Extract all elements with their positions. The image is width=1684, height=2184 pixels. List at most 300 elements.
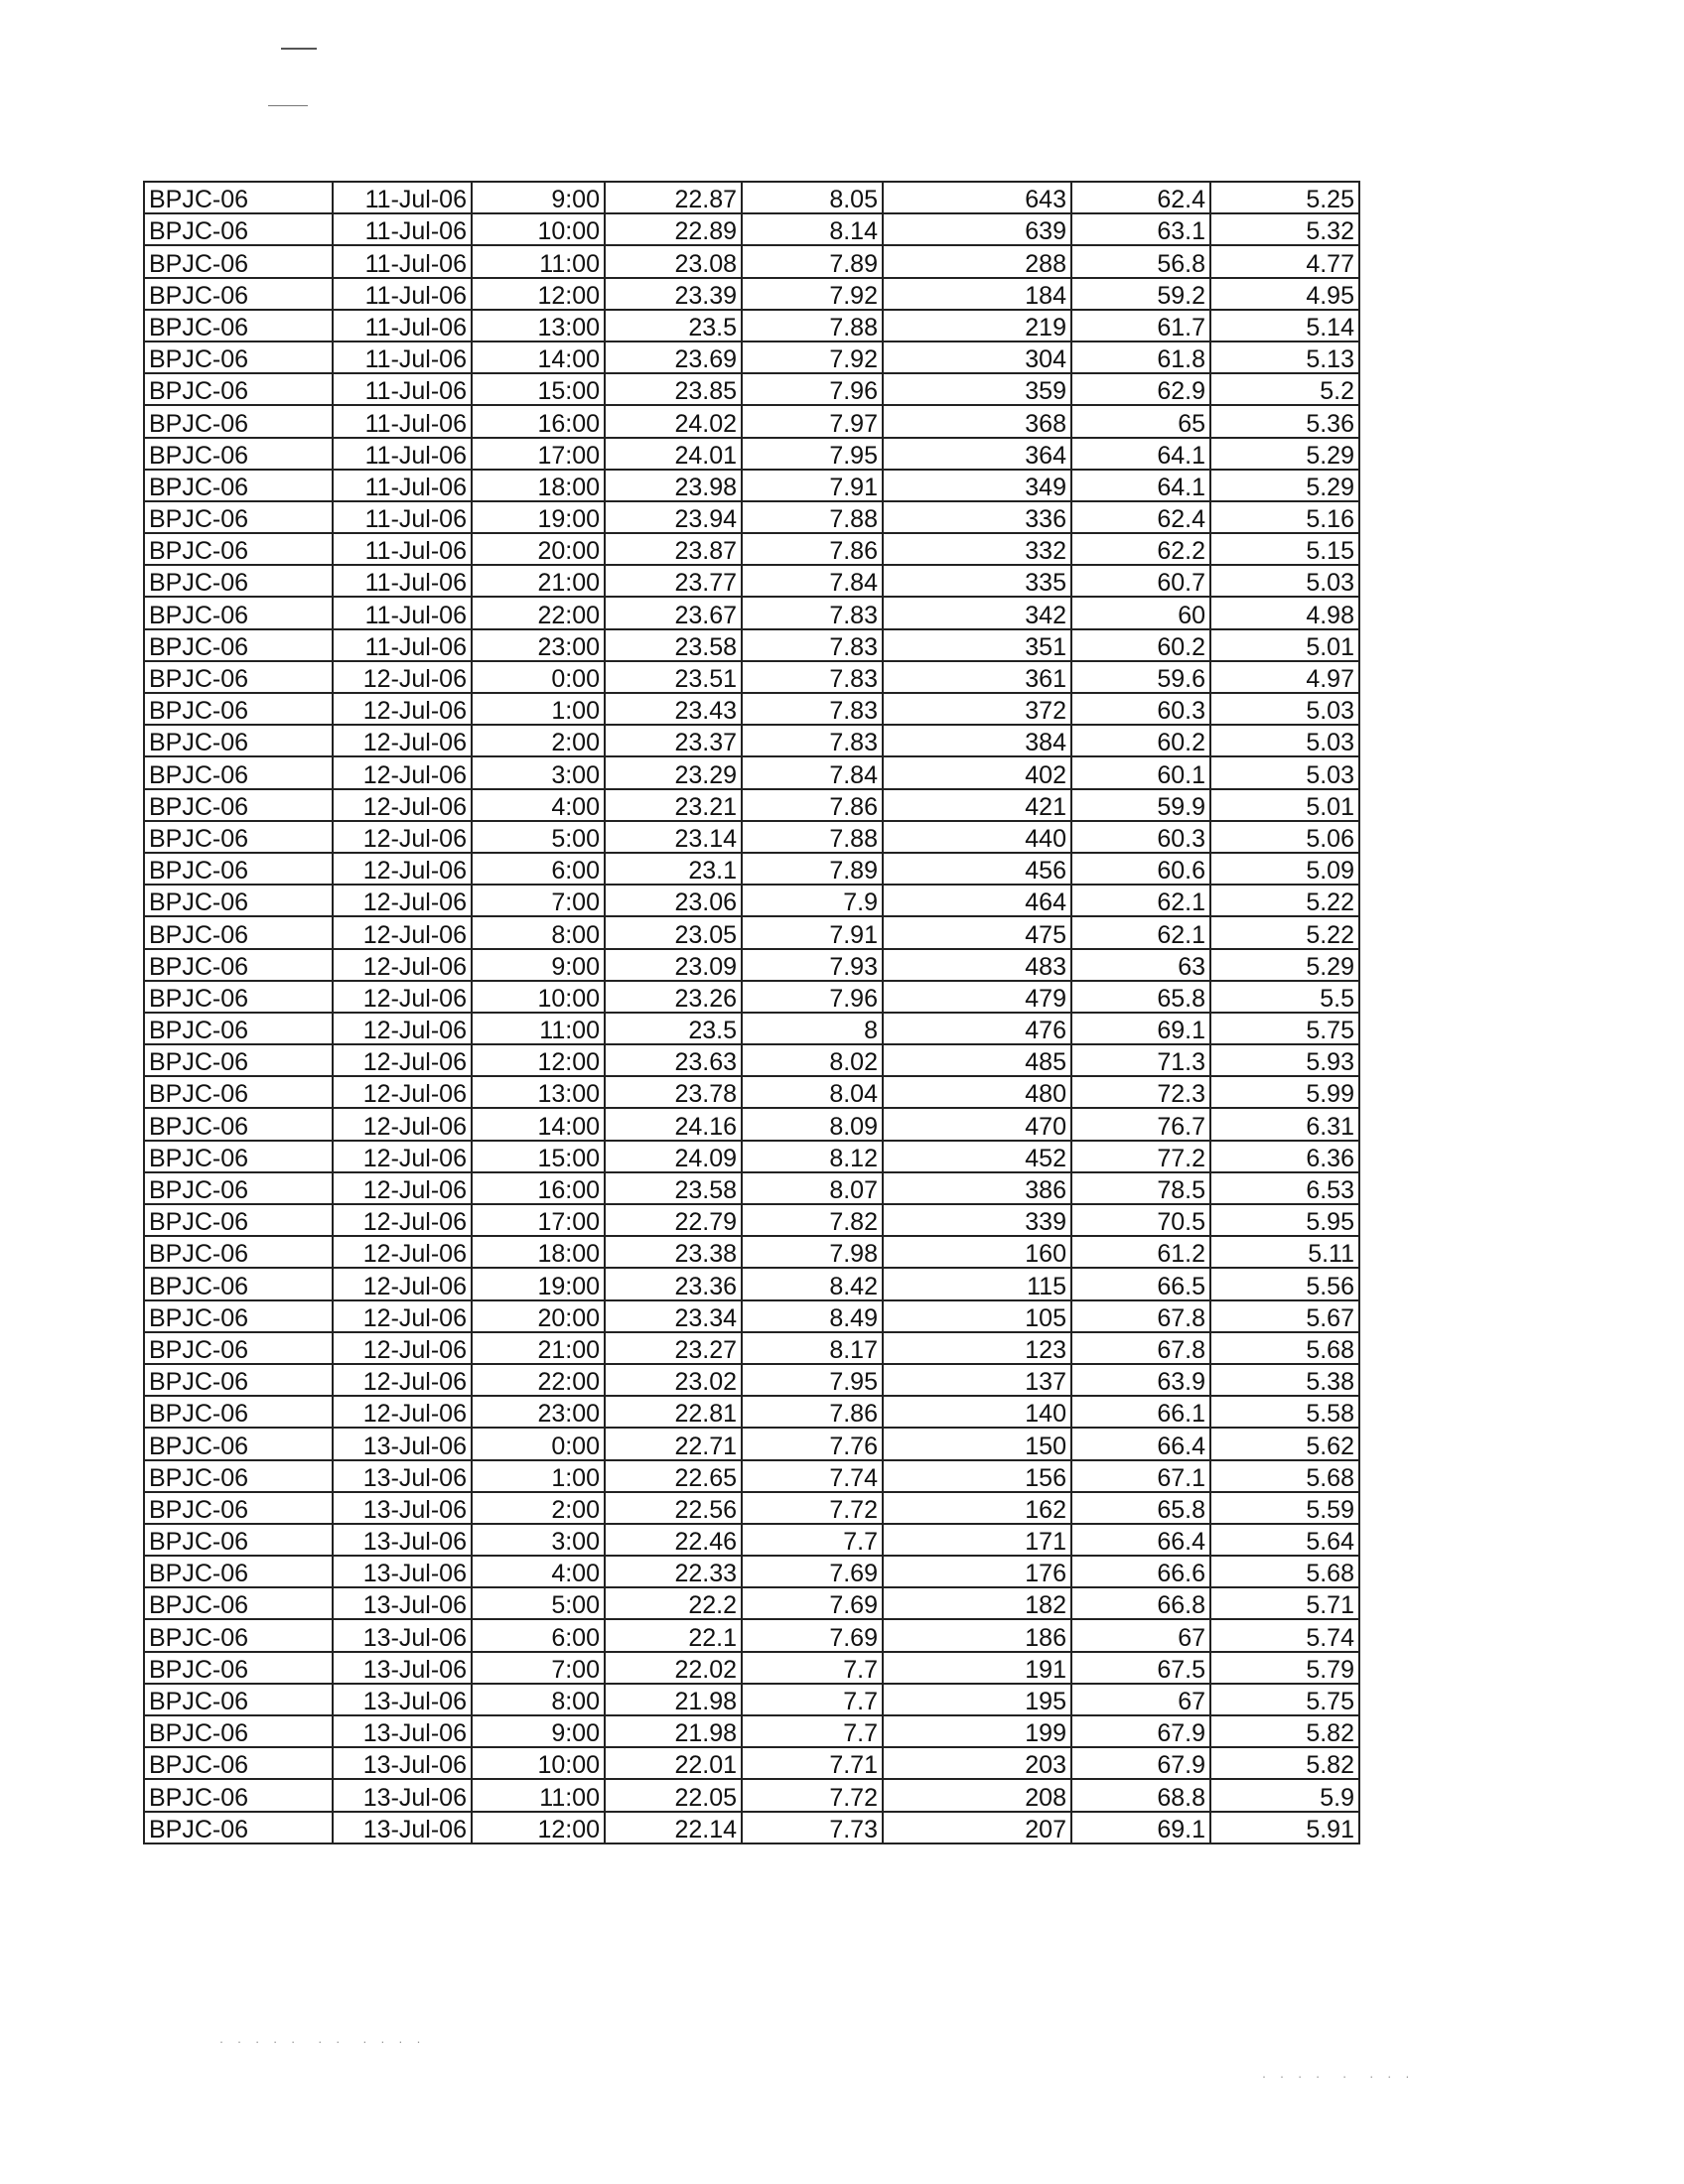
conductivity-cell: 332 (883, 533, 1071, 565)
time-cell: 8:00 (472, 916, 605, 948)
date-cell: 12-Jul-06 (333, 693, 472, 725)
table-row (144, 789, 1359, 821)
do-saturation-cell: 60.7 (1071, 565, 1210, 597)
do-saturation-cell: 63.9 (1071, 1364, 1210, 1396)
do-saturation-cell: 67.8 (1071, 1332, 1210, 1364)
time-cell: 3:00 (472, 756, 605, 788)
table-row (144, 1460, 1359, 1492)
time-cell: 9:00 (472, 182, 605, 213)
site-cell: BPJC-06 (144, 661, 333, 693)
time-cell: 13:00 (472, 310, 605, 341)
scan-noise-bottom-left: . . . . . . . . . . . (218, 2035, 425, 2046)
do-mg-cell: 5.62 (1210, 1428, 1359, 1459)
temperature-cell: 22.71 (605, 1428, 742, 1459)
do-mg-cell: 5.01 (1210, 789, 1359, 821)
do-saturation-cell: 56.8 (1071, 245, 1210, 277)
time-cell: 9:00 (472, 1715, 605, 1747)
site-cell: BPJC-06 (144, 1044, 333, 1076)
time-cell: 6:00 (472, 853, 605, 885)
temperature-cell: 22.05 (605, 1779, 742, 1811)
do-saturation-cell: 62.2 (1071, 533, 1210, 565)
temperature-cell: 23.1 (605, 853, 742, 885)
date-cell: 13-Jul-06 (333, 1779, 472, 1811)
conductivity-cell: 137 (883, 1364, 1071, 1396)
conductivity-cell: 115 (883, 1268, 1071, 1299)
temperature-cell: 23.78 (605, 1076, 742, 1108)
table-row (144, 278, 1359, 310)
do-mg-cell: 5.22 (1210, 916, 1359, 948)
do-saturation-cell: 70.5 (1071, 1204, 1210, 1236)
ph-cell: 7.86 (742, 1396, 883, 1428)
time-cell: 21:00 (472, 1332, 605, 1364)
time-cell: 16:00 (472, 405, 605, 437)
conductivity-cell: 386 (883, 1172, 1071, 1204)
time-cell: 11:00 (472, 1013, 605, 1044)
scan-noise-bottom-right: . . . . . . . . (1261, 2070, 1414, 2081)
site-cell: BPJC-06 (144, 597, 333, 628)
temperature-cell: 22.1 (605, 1619, 742, 1651)
temperature-cell: 21.98 (605, 1684, 742, 1715)
time-cell: 15:00 (472, 1141, 605, 1172)
temperature-cell: 23.38 (605, 1236, 742, 1268)
ph-cell: 7.86 (742, 789, 883, 821)
do-mg-cell: 5.29 (1210, 438, 1359, 470)
table-row (144, 1779, 1359, 1811)
temperature-cell: 24.02 (605, 405, 742, 437)
site-cell: BPJC-06 (144, 310, 333, 341)
conductivity-cell: 480 (883, 1076, 1071, 1108)
temperature-cell: 22.2 (605, 1587, 742, 1619)
do-saturation-cell: 66.1 (1071, 1396, 1210, 1428)
do-saturation-cell: 59.2 (1071, 278, 1210, 310)
do-saturation-cell: 67.9 (1071, 1715, 1210, 1747)
site-cell: BPJC-06 (144, 533, 333, 565)
do-mg-cell: 4.95 (1210, 278, 1359, 310)
do-mg-cell: 5.15 (1210, 533, 1359, 565)
temperature-cell: 23.36 (605, 1268, 742, 1299)
conductivity-cell: 372 (883, 693, 1071, 725)
table-row (144, 661, 1359, 693)
temperature-cell: 23.14 (605, 821, 742, 853)
date-cell: 13-Jul-06 (333, 1715, 472, 1747)
do-saturation-cell: 67 (1071, 1684, 1210, 1715)
conductivity-cell: 475 (883, 916, 1071, 948)
do-saturation-cell: 60.2 (1071, 629, 1210, 661)
do-mg-cell: 5.68 (1210, 1332, 1359, 1364)
time-cell: 14:00 (472, 341, 605, 373)
site-cell: BPJC-06 (144, 789, 333, 821)
do-mg-cell: 5.56 (1210, 1268, 1359, 1299)
table-row (144, 565, 1359, 597)
do-saturation-cell: 59.9 (1071, 789, 1210, 821)
table-row (144, 1715, 1359, 1747)
date-cell: 12-Jul-06 (333, 1076, 472, 1108)
ph-cell: 8.04 (742, 1076, 883, 1108)
ph-cell: 7.9 (742, 885, 883, 916)
time-cell: 17:00 (472, 438, 605, 470)
do-saturation-cell: 67.8 (1071, 1300, 1210, 1332)
do-saturation-cell: 72.3 (1071, 1076, 1210, 1108)
temperature-cell: 22.01 (605, 1747, 742, 1779)
site-cell: BPJC-06 (144, 1268, 333, 1299)
time-cell: 20:00 (472, 1300, 605, 1332)
site-cell: BPJC-06 (144, 1428, 333, 1459)
ph-cell: 7.7 (742, 1715, 883, 1747)
conductivity-cell: 191 (883, 1652, 1071, 1684)
do-mg-cell: 5.2 (1210, 373, 1359, 405)
conductivity-cell: 207 (883, 1812, 1071, 1843)
ph-cell: 7.98 (742, 1236, 883, 1268)
table-row (144, 756, 1359, 788)
date-cell: 11-Jul-06 (333, 182, 472, 213)
date-cell: 11-Jul-06 (333, 213, 472, 245)
table-row (144, 885, 1359, 916)
ph-cell: 7.7 (742, 1652, 883, 1684)
conductivity-cell: 351 (883, 629, 1071, 661)
do-saturation-cell: 65.8 (1071, 981, 1210, 1013)
temperature-cell: 23.77 (605, 565, 742, 597)
site-cell: BPJC-06 (144, 1556, 333, 1587)
table-row (144, 1492, 1359, 1524)
table-row (144, 1524, 1359, 1556)
time-cell: 13:00 (472, 1076, 605, 1108)
table-row (144, 213, 1359, 245)
table-row (144, 470, 1359, 501)
site-cell: BPJC-06 (144, 1236, 333, 1268)
do-saturation-cell: 62.9 (1071, 373, 1210, 405)
ph-cell: 7.97 (742, 405, 883, 437)
time-cell: 18:00 (472, 1236, 605, 1268)
conductivity-cell: 195 (883, 1684, 1071, 1715)
site-cell: BPJC-06 (144, 1013, 333, 1044)
site-cell: BPJC-06 (144, 182, 333, 213)
ph-cell: 7.72 (742, 1492, 883, 1524)
do-saturation-cell: 65 (1071, 405, 1210, 437)
conductivity-cell: 483 (883, 949, 1071, 981)
time-cell: 0:00 (472, 661, 605, 693)
time-cell: 19:00 (472, 501, 605, 533)
ph-cell: 8.42 (742, 1268, 883, 1299)
table-row (144, 821, 1359, 853)
temperature-cell: 23.37 (605, 725, 742, 756)
time-cell: 11:00 (472, 1779, 605, 1811)
site-cell: BPJC-06 (144, 1812, 333, 1843)
site-cell: BPJC-06 (144, 1076, 333, 1108)
ph-cell: 7.72 (742, 1779, 883, 1811)
site-cell: BPJC-06 (144, 916, 333, 948)
temperature-cell: 22.87 (605, 182, 742, 213)
time-cell: 12:00 (472, 278, 605, 310)
table-row (144, 501, 1359, 533)
time-cell: 5:00 (472, 821, 605, 853)
do-mg-cell: 5.74 (1210, 1619, 1359, 1651)
table-row (144, 853, 1359, 885)
site-cell: BPJC-06 (144, 1747, 333, 1779)
do-saturation-cell: 62.1 (1071, 885, 1210, 916)
do-saturation-cell: 71.3 (1071, 1044, 1210, 1076)
ph-cell: 7.88 (742, 310, 883, 341)
date-cell: 11-Jul-06 (333, 565, 472, 597)
time-cell: 23:00 (472, 629, 605, 661)
date-cell: 11-Jul-06 (333, 310, 472, 341)
date-cell: 13-Jul-06 (333, 1684, 472, 1715)
do-saturation-cell: 63.1 (1071, 213, 1210, 245)
time-cell: 12:00 (472, 1044, 605, 1076)
site-cell: BPJC-06 (144, 1141, 333, 1172)
date-cell: 13-Jul-06 (333, 1524, 472, 1556)
conductivity-cell: 186 (883, 1619, 1071, 1651)
do-mg-cell: 5.03 (1210, 565, 1359, 597)
date-cell: 11-Jul-06 (333, 278, 472, 310)
temperature-cell: 23.06 (605, 885, 742, 916)
date-cell: 13-Jul-06 (333, 1556, 472, 1587)
table-row (144, 1172, 1359, 1204)
temperature-cell: 23.43 (605, 693, 742, 725)
ph-cell: 7.95 (742, 438, 883, 470)
date-cell: 12-Jul-06 (333, 1332, 472, 1364)
date-cell: 11-Jul-06 (333, 470, 472, 501)
conductivity-cell: 304 (883, 341, 1071, 373)
do-mg-cell: 5.82 (1210, 1715, 1359, 1747)
conductivity-cell: 203 (883, 1747, 1071, 1779)
ph-cell: 8.49 (742, 1300, 883, 1332)
do-mg-cell: 5.16 (1210, 501, 1359, 533)
table-body (144, 182, 1359, 1843)
do-mg-cell: 5.82 (1210, 1747, 1359, 1779)
ph-cell: 8 (742, 1013, 883, 1044)
conductivity-cell: 219 (883, 310, 1071, 341)
site-cell: BPJC-06 (144, 853, 333, 885)
time-cell: 3:00 (472, 1524, 605, 1556)
time-cell: 17:00 (472, 1204, 605, 1236)
temperature-cell: 23.29 (605, 756, 742, 788)
do-mg-cell: 5.5 (1210, 981, 1359, 1013)
do-mg-cell: 5.59 (1210, 1492, 1359, 1524)
conductivity-cell: 479 (883, 981, 1071, 1013)
conductivity-cell: 456 (883, 853, 1071, 885)
temperature-cell: 23.34 (605, 1300, 742, 1332)
conductivity-cell: 150 (883, 1428, 1071, 1459)
temperature-cell: 23.63 (605, 1044, 742, 1076)
date-cell: 12-Jul-06 (333, 1300, 472, 1332)
date-cell: 13-Jul-06 (333, 1492, 472, 1524)
ph-cell: 7.76 (742, 1428, 883, 1459)
do-mg-cell: 5.79 (1210, 1652, 1359, 1684)
scan-artifact-top (281, 48, 317, 50)
date-cell: 12-Jul-06 (333, 916, 472, 948)
table-row (144, 373, 1359, 405)
table-row (144, 725, 1359, 756)
time-cell: 14:00 (472, 1108, 605, 1140)
temperature-cell: 23.5 (605, 310, 742, 341)
conductivity-cell: 342 (883, 597, 1071, 628)
conductivity-cell: 440 (883, 821, 1071, 853)
table-row (144, 1044, 1359, 1076)
ph-cell: 8.09 (742, 1108, 883, 1140)
site-cell: BPJC-06 (144, 1652, 333, 1684)
conductivity-cell: 160 (883, 1236, 1071, 1268)
date-cell: 11-Jul-06 (333, 501, 472, 533)
conductivity-cell: 288 (883, 245, 1071, 277)
conductivity-cell: 140 (883, 1396, 1071, 1428)
temperature-cell: 22.56 (605, 1492, 742, 1524)
do-mg-cell: 5.25 (1210, 182, 1359, 213)
time-cell: 22:00 (472, 597, 605, 628)
ph-cell: 7.92 (742, 341, 883, 373)
ph-cell: 7.95 (742, 1364, 883, 1396)
do-mg-cell: 5.14 (1210, 310, 1359, 341)
date-cell: 11-Jul-06 (333, 597, 472, 628)
table-row (144, 629, 1359, 661)
do-mg-cell: 5.29 (1210, 470, 1359, 501)
site-cell: BPJC-06 (144, 278, 333, 310)
do-mg-cell: 5.36 (1210, 405, 1359, 437)
table-row (144, 1428, 1359, 1459)
temperature-cell: 23.05 (605, 916, 742, 948)
conductivity-cell: 464 (883, 885, 1071, 916)
time-cell: 15:00 (472, 373, 605, 405)
conductivity-cell: 208 (883, 1779, 1071, 1811)
time-cell: 11:00 (472, 245, 605, 277)
conductivity-cell: 199 (883, 1715, 1071, 1747)
table-row (144, 981, 1359, 1013)
table-row (144, 1236, 1359, 1268)
do-mg-cell: 5.29 (1210, 949, 1359, 981)
do-saturation-cell: 67.5 (1071, 1652, 1210, 1684)
site-cell: BPJC-06 (144, 981, 333, 1013)
ph-cell: 7.71 (742, 1747, 883, 1779)
date-cell: 13-Jul-06 (333, 1460, 472, 1492)
temperature-cell: 22.79 (605, 1204, 742, 1236)
site-cell: BPJC-06 (144, 373, 333, 405)
conductivity-cell: 184 (883, 278, 1071, 310)
conductivity-cell: 476 (883, 1013, 1071, 1044)
do-saturation-cell: 60.2 (1071, 725, 1210, 756)
do-mg-cell: 5.06 (1210, 821, 1359, 853)
site-cell: BPJC-06 (144, 1684, 333, 1715)
table-row (144, 1396, 1359, 1428)
do-saturation-cell: 62.4 (1071, 501, 1210, 533)
do-saturation-cell: 78.5 (1071, 1172, 1210, 1204)
time-cell: 1:00 (472, 693, 605, 725)
temperature-cell: 21.98 (605, 1715, 742, 1747)
temperature-cell: 23.85 (605, 373, 742, 405)
site-cell: BPJC-06 (144, 1524, 333, 1556)
time-cell: 5:00 (472, 1587, 605, 1619)
time-cell: 2:00 (472, 725, 605, 756)
do-mg-cell: 5.68 (1210, 1460, 1359, 1492)
time-cell: 2:00 (472, 1492, 605, 1524)
conductivity-cell: 361 (883, 661, 1071, 693)
ph-cell: 7.83 (742, 597, 883, 628)
table-row (144, 1332, 1359, 1364)
table-row (144, 1684, 1359, 1715)
table-row (144, 916, 1359, 948)
date-cell: 11-Jul-06 (333, 405, 472, 437)
table-row (144, 1619, 1359, 1651)
conductivity-cell: 364 (883, 438, 1071, 470)
do-mg-cell: 5.58 (1210, 1396, 1359, 1428)
ph-cell: 7.69 (742, 1619, 883, 1651)
do-mg-cell: 5.67 (1210, 1300, 1359, 1332)
date-cell: 13-Jul-06 (333, 1587, 472, 1619)
date-cell: 11-Jul-06 (333, 373, 472, 405)
site-cell: BPJC-06 (144, 1587, 333, 1619)
date-cell: 12-Jul-06 (333, 725, 472, 756)
site-cell: BPJC-06 (144, 756, 333, 788)
ph-cell: 7.89 (742, 245, 883, 277)
do-mg-cell: 5.03 (1210, 693, 1359, 725)
temperature-cell: 24.09 (605, 1141, 742, 1172)
conductivity-cell: 470 (883, 1108, 1071, 1140)
time-cell: 22:00 (472, 1364, 605, 1396)
do-mg-cell: 5.99 (1210, 1076, 1359, 1108)
conductivity-cell: 452 (883, 1141, 1071, 1172)
time-cell: 10:00 (472, 1747, 605, 1779)
site-cell: BPJC-06 (144, 821, 333, 853)
do-saturation-cell: 66.4 (1071, 1524, 1210, 1556)
ph-cell: 7.84 (742, 756, 883, 788)
temperature-cell: 22.33 (605, 1556, 742, 1587)
conductivity-cell: 643 (883, 182, 1071, 213)
date-cell: 12-Jul-06 (333, 821, 472, 853)
ph-cell: 7.88 (742, 821, 883, 853)
temperature-cell: 22.02 (605, 1652, 742, 1684)
date-cell: 12-Jul-06 (333, 885, 472, 916)
do-mg-cell: 6.31 (1210, 1108, 1359, 1140)
site-cell: BPJC-06 (144, 1108, 333, 1140)
site-cell: BPJC-06 (144, 1460, 333, 1492)
temperature-cell: 23.09 (605, 949, 742, 981)
date-cell: 12-Jul-06 (333, 1108, 472, 1140)
table-row (144, 405, 1359, 437)
do-mg-cell: 5.22 (1210, 885, 1359, 916)
table-row (144, 341, 1359, 373)
do-mg-cell: 5.11 (1210, 1236, 1359, 1268)
ph-cell: 7.93 (742, 949, 883, 981)
table-row (144, 1747, 1359, 1779)
table-row (144, 949, 1359, 981)
time-cell: 6:00 (472, 1619, 605, 1651)
date-cell: 12-Jul-06 (333, 789, 472, 821)
table-row (144, 1204, 1359, 1236)
ph-cell: 8.07 (742, 1172, 883, 1204)
do-saturation-cell: 76.7 (1071, 1108, 1210, 1140)
conductivity-cell: 349 (883, 470, 1071, 501)
date-cell: 13-Jul-06 (333, 1747, 472, 1779)
temperature-cell: 23.02 (605, 1364, 742, 1396)
table-row (144, 245, 1359, 277)
time-cell: 7:00 (472, 1652, 605, 1684)
site-cell: BPJC-06 (144, 245, 333, 277)
time-cell: 23:00 (472, 1396, 605, 1428)
time-cell: 1:00 (472, 1460, 605, 1492)
do-saturation-cell: 68.8 (1071, 1779, 1210, 1811)
time-cell: 20:00 (472, 533, 605, 565)
do-mg-cell: 5.71 (1210, 1587, 1359, 1619)
do-mg-cell: 4.98 (1210, 597, 1359, 628)
time-cell: 10:00 (472, 981, 605, 1013)
do-saturation-cell: 60.1 (1071, 756, 1210, 788)
table-row (144, 438, 1359, 470)
site-cell: BPJC-06 (144, 1332, 333, 1364)
temperature-cell: 23.39 (605, 278, 742, 310)
date-cell: 12-Jul-06 (333, 661, 472, 693)
do-saturation-cell: 64.1 (1071, 438, 1210, 470)
time-cell: 7:00 (472, 885, 605, 916)
conductivity-cell: 639 (883, 213, 1071, 245)
date-cell: 11-Jul-06 (333, 533, 472, 565)
